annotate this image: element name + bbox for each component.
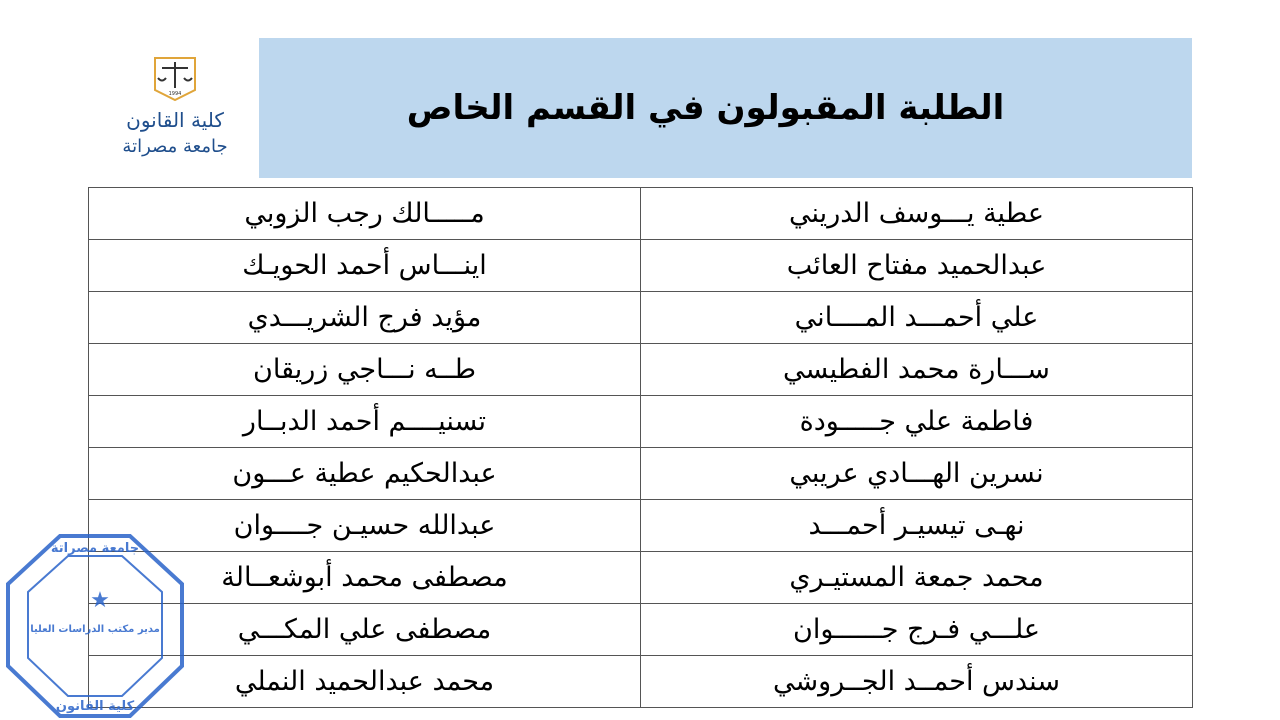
- svg-text:كلية القانون: كلية القانون: [55, 699, 135, 714]
- student-name-left: مؤيد فرج الشريـــدي: [89, 292, 641, 344]
- student-name-left: عبدالله حسيـن جــــوان: [89, 500, 641, 552]
- student-name-right: نهـى تيسيـر أحمـــد: [641, 500, 1193, 552]
- svg-text:1994: 1994: [168, 91, 182, 97]
- table-row: [89, 604, 1193, 656]
- table-row: [89, 188, 1193, 240]
- logo-line-1: كلية القانون: [126, 108, 224, 132]
- table-row: [89, 396, 1193, 448]
- student-name-left: عبدالحكيم عطية عـــون: [89, 448, 641, 500]
- student-name-right: عطية يـــوسف الدريني: [641, 188, 1193, 240]
- table-row: [89, 448, 1193, 500]
- table-row: [89, 552, 1193, 604]
- svg-text:مدير مكتب الدراسات العليا: مدير مكتب الدراسات العليا: [30, 624, 160, 635]
- student-name-left: محمد عبدالحميد النملي: [89, 656, 641, 708]
- student-name-right: عبدالحميد مفتاح العائب: [641, 240, 1193, 292]
- accepted-students-table: [88, 187, 1193, 708]
- table-row: [89, 656, 1193, 708]
- table-row: [89, 344, 1193, 396]
- student-name-right: علي أحمـــد المــــاني: [641, 292, 1193, 344]
- student-name-left: اينـــاس أحمد الحويـك: [89, 240, 641, 292]
- logo-line-2: جامعة مصراتة: [122, 136, 228, 157]
- table-row: [89, 500, 1193, 552]
- student-name-right: نسرين الهـــادي عريبي: [641, 448, 1193, 500]
- student-name-left: مصطفى علي المكـــي: [89, 604, 641, 656]
- student-name-right: فاطمة علي جـــــودة: [641, 396, 1193, 448]
- svg-text:جامعة مصراتة: جامعة مصراتة: [50, 541, 140, 556]
- student-name-right: علـــي فـرج جــــــوان: [641, 604, 1193, 656]
- student-name-right: ســـارة محمد الفطيسي: [641, 344, 1193, 396]
- student-name-left: طــه نـــاجي زريقان: [89, 344, 641, 396]
- table-row: [89, 292, 1193, 344]
- student-name-left: مصطفى محمد أبوشعــالة: [89, 552, 641, 604]
- student-name-right: سندس أحمــد الجــروشي: [641, 656, 1193, 708]
- student-name-left: مـــــالك رجب الزوبي: [89, 188, 641, 240]
- official-stamp-icon: [0, 532, 190, 720]
- table-row: [89, 240, 1193, 292]
- svg-text:★: ★: [90, 588, 110, 613]
- page-title: الطلبة المقبولون في القسم الخاص: [406, 88, 1005, 128]
- student-name-right: محمد جمعة المستيـري: [641, 552, 1193, 604]
- student-name-left: تسنيــــم أحمد الدبــار: [89, 396, 641, 448]
